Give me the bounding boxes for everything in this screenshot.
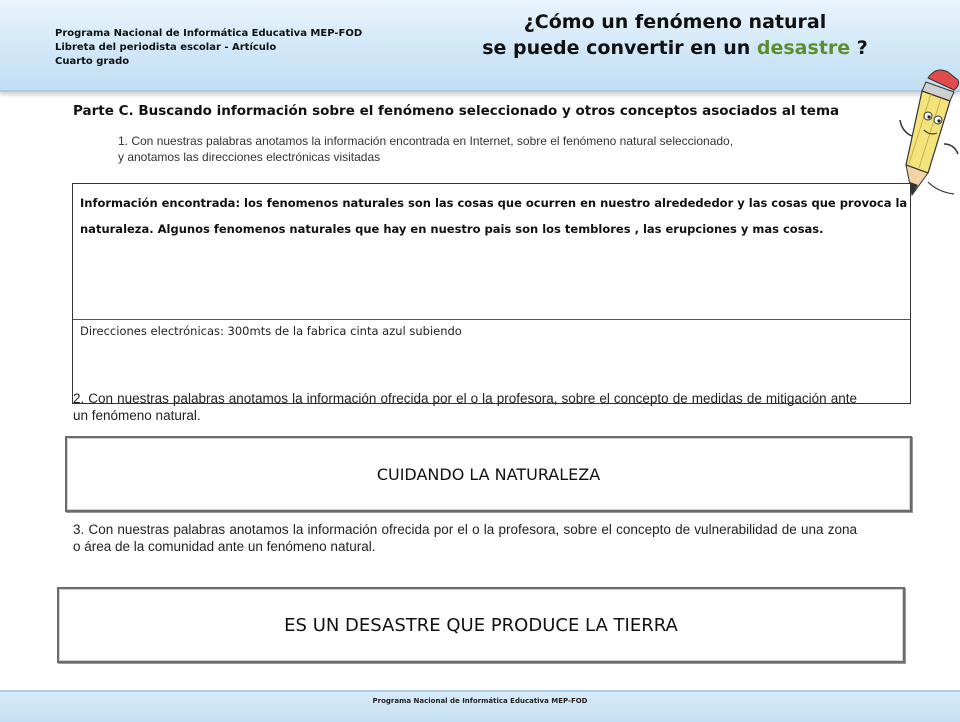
title-suffix: ? — [850, 37, 868, 59]
title-highlight: desastre — [756, 37, 851, 59]
program-name: Programa Nacional de Informática Educativa MEP-FOD — [55, 28, 363, 39]
title-line-1: ¿Cómo un fenómeno natural — [523, 11, 827, 33]
instruction-1 — [118, 133, 878, 165]
grade-label: Cuarto grado — [55, 56, 130, 67]
vulnerability-answer-box[interactable]: ES UN DESASTRE QUE PRODUCE LA TIERRA — [57, 587, 905, 663]
web-directions-text[interactable]: Direcciones electrónicas: 300mts de la fabrica cinta azul subiendo — [80, 324, 462, 338]
program-info — [55, 27, 385, 69]
mitigation-answer-box[interactable]: CUIDANDO LA NATURALEZA — [65, 436, 912, 512]
title-prefix: se puede convertir en un — [482, 37, 757, 59]
info-divider — [73, 319, 910, 320]
notebook-name: Libreta del periodista escolar - Artículo — [55, 42, 277, 53]
instruction-1-line-1: 1. Con nuestras palabras anotamos la información encontrada en Internet, sobre el fenómeno natural seleccionado, — [118, 134, 734, 148]
section-title: Parte C. Buscando información sobre el fenómeno seleccionado y otros conceptos asociados al tema — [73, 103, 840, 119]
page-title — [410, 9, 940, 61]
footer-text: Programa Nacional de Informática Educativa MEP-FOD — [372, 697, 588, 705]
header-band — [0, 0, 960, 92]
title-line-2 — [410, 35, 940, 61]
instruction-2: 2. Con nuestras palabras anotamos la información ofrecida por el o la profesora, sobre el concepto de medidas de mitigación ante un fenómeno natural. — [73, 391, 857, 423]
instruction-3: 3. Con nuestras palabras anotamos la información ofrecida por el o la profesora, sobre el concepto de vulnerabilidad de una zona o área de la comunidad ante un fenómeno natural. — [73, 522, 857, 554]
information-box — [72, 183, 911, 404]
instruction-1-line-2: y anotamos las direcciones electrónicas visitadas — [118, 150, 381, 164]
found-information-text[interactable]: Información encontrada: los fenomenos naturales son las cosas que ocurren en nuestro alredededor y las cosas que provoca la naturaleza. Algunos fenomenos naturales que hay en nuestro pais son los temblores , las erupciones y mas cosas. — [80, 196, 908, 236]
footer-band — [0, 690, 960, 722]
